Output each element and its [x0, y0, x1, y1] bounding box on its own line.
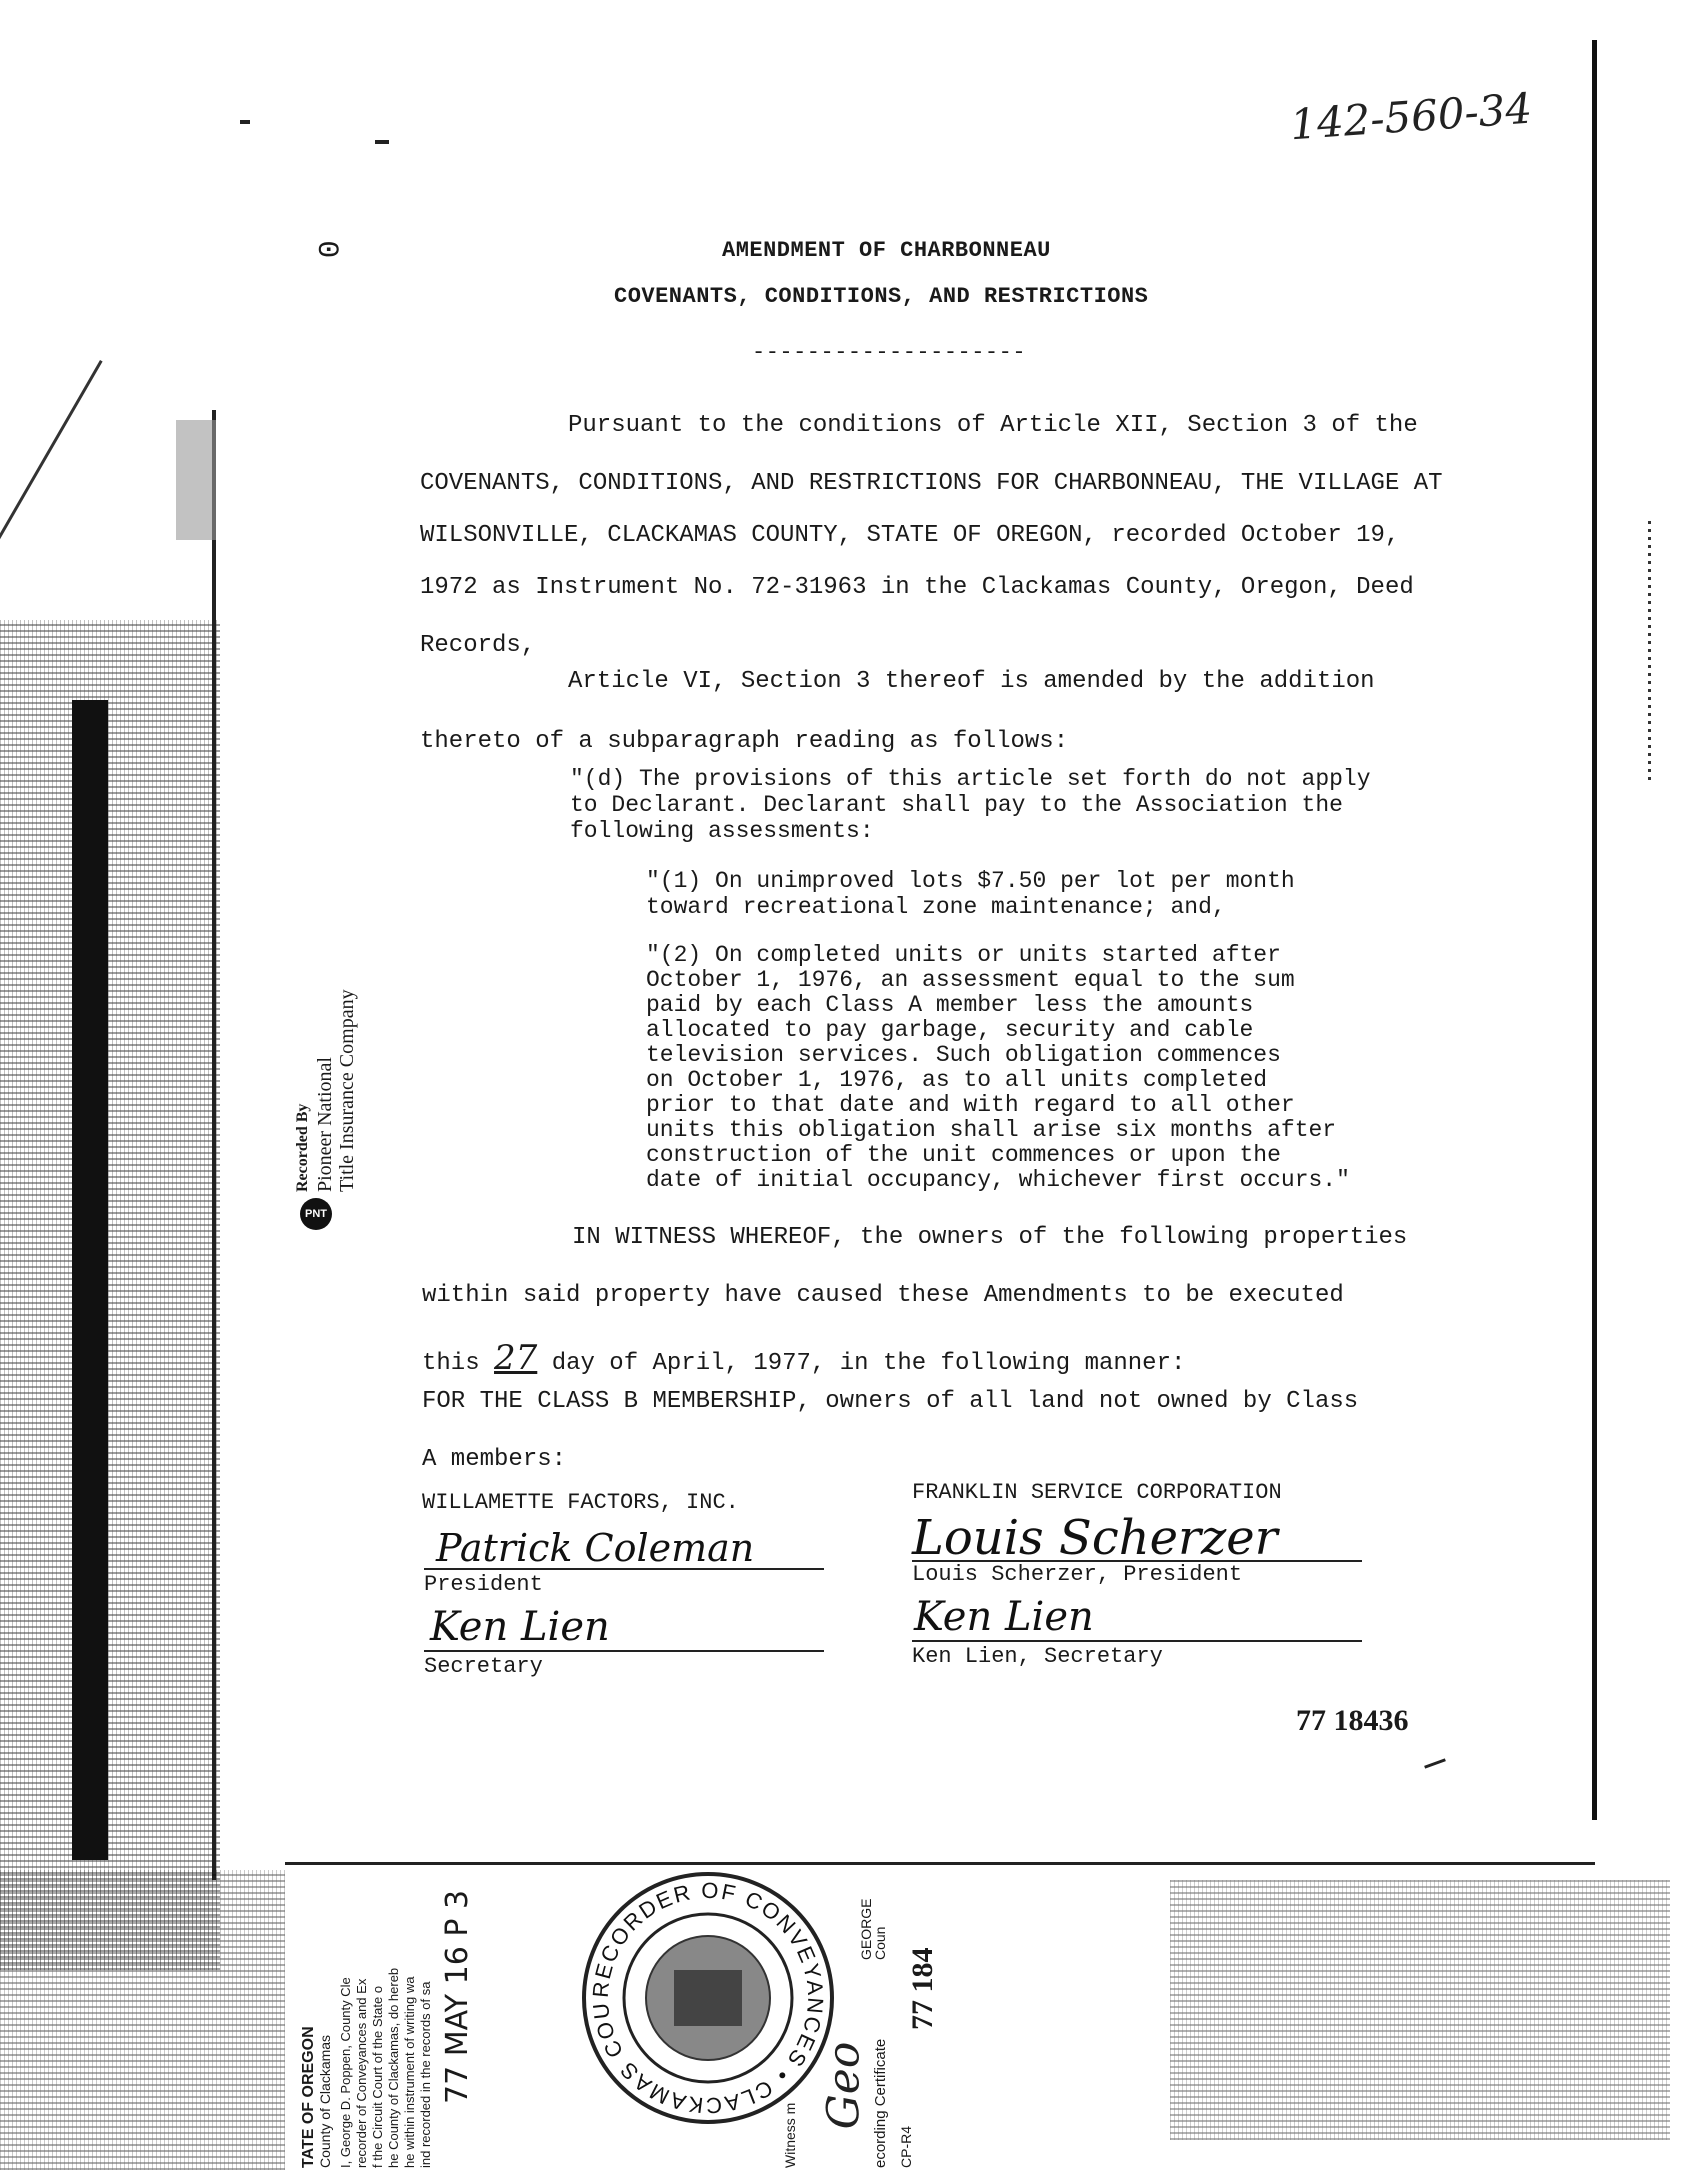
- left-title-1: President: [424, 1572, 543, 1597]
- witness-day: 27: [494, 1338, 538, 1378]
- right-sig-line-2: [912, 1640, 1362, 1642]
- cert-line: he County of Clackamas, do hereb: [386, 1967, 401, 2168]
- left-scan-artifact: [0, 620, 220, 1970]
- title-rule: --------------------: [752, 340, 1027, 365]
- sub-1-line: toward recreational zone maintenance; and,: [646, 894, 1226, 920]
- left-black-band: [72, 700, 108, 1860]
- sub-2-line: allocated to pay garbage, security and cable: [646, 1017, 1254, 1043]
- side-stamp-line-3: Title Insurance Company: [336, 989, 358, 1192]
- left-signature-1: Patrick Coleman: [436, 1526, 755, 1570]
- cert-line: recorder of Conveyances and Ex: [354, 1978, 369, 2168]
- side-stamp: [292, 989, 358, 1192]
- sub-2-line: October 1, 1976, an assessment equal to the sum: [646, 967, 1295, 993]
- left-title-2: Secretary: [424, 1654, 543, 1679]
- title-line-2: COVENANTS, CONDITIONS, AND RESTRICTIONS: [614, 284, 1149, 309]
- sub-2-line: construction of the unit commences or upon the: [646, 1142, 1281, 1168]
- witness-line-3: [422, 1338, 1185, 1378]
- sub-2-line: units this obligation shall arise six months after: [646, 1117, 1337, 1143]
- bottom-scan-artifact: [1170, 1880, 1670, 2140]
- witness-line: within said property have caused these Amendments to be executed: [422, 1282, 1344, 1309]
- cert-line: f the Circuit Court of the State o: [370, 1985, 385, 2168]
- pnt-logo: PNT: [300, 1198, 332, 1230]
- right-signature-2: Ken Lien: [914, 1594, 1094, 1640]
- witness-line: FOR THE CLASS B MEMBERSHIP, owners of all land not owned by Class: [422, 1388, 1359, 1415]
- left-company: WILLAMETTE FACTORS, INC.: [422, 1490, 739, 1515]
- sub-2-line: prior to that date and with regard to all other: [646, 1092, 1295, 1118]
- witness-date-text: day of April, 1977, in the following manner:: [551, 1350, 1186, 1377]
- cert-label: ecording Certificate: [872, 2038, 889, 2168]
- side-stamp-line-2: Pioneer National: [314, 1057, 336, 1192]
- right-title-1: Louis Scherzer, President: [912, 1562, 1243, 1587]
- left-fold-line: [212, 410, 216, 1880]
- cert-state-title: TATE OF OREGON: [300, 2026, 317, 2168]
- right-border-line: [1592, 40, 1597, 1820]
- stray-mark: [375, 140, 389, 144]
- certificate-body: [338, 1968, 434, 2168]
- sub-2-line: on October 1, 1976, as to all units completed: [646, 1067, 1268, 1093]
- form-code: CP-R4: [898, 2125, 914, 2168]
- stray-mark: [240, 120, 250, 124]
- right-signature-1: Louis Scherzer: [912, 1510, 1278, 1566]
- left-edge-fragment: [176, 420, 216, 540]
- sub-d-line: to Declarant. Declarant shall pay to the Association the: [570, 792, 1343, 818]
- file-number: 142-560-34: [1288, 83, 1534, 150]
- cert-line: I, George D. Poppen, County Cle: [338, 1977, 353, 2168]
- county-seal: [580, 1870, 836, 2126]
- para2-line: Article VI, Section 3 thereof is amended by the addition: [568, 668, 1375, 695]
- number-partial: 77 184: [906, 1947, 939, 2030]
- stray-mark: [1424, 1758, 1446, 1768]
- sub-d-line: following assessments:: [570, 818, 874, 844]
- witness-label: Witness m: [782, 2102, 798, 2168]
- sub-2-line: television services. Such obligation commences: [646, 1042, 1281, 1068]
- recorder-signature: Geo: [818, 2041, 870, 2130]
- para1-line: Pursuant to the conditions of Article XII, Section 3 of the: [568, 412, 1418, 439]
- bottom-left-scan-artifact: [0, 1870, 285, 2170]
- bottom-frame-line: [285, 1862, 1595, 1865]
- witness-this: this: [422, 1350, 480, 1377]
- title-line-1: AMENDMENT OF CHARBONNEAU: [722, 238, 1051, 263]
- sub-1-line: "(1) On unimproved lots $7.50 per lot per month: [646, 868, 1295, 894]
- date-stamp: 77 MAY 16 P 3: [440, 1889, 475, 2104]
- george-label: GEORGE: [858, 1898, 874, 1960]
- cert-county: County of Clackamas: [317, 2034, 333, 2168]
- seal-text: RECORDER OF CONVEYANCES • CLACKAMAS COU: [587, 1877, 829, 2119]
- witness-line: IN WITNESS WHEREOF, the owners of the following properties: [572, 1224, 1408, 1251]
- coun-label: Coun: [872, 1926, 888, 1960]
- para1-line: 1972 as Instrument No. 72-31963 in the Clackamas County, Oregon, Deed: [420, 574, 1414, 601]
- cert-line: he within instrument of writing wa: [402, 1976, 417, 2168]
- side-stamp-line-1: Recorded By: [294, 1103, 311, 1192]
- right-edge-dots: [1648, 520, 1651, 780]
- sub-d-line: "(d) The provisions of this article set forth do not apply: [570, 766, 1371, 792]
- para1-line: WILSONVILLE, CLACKAMAS COUNTY, STATE OF OREGON, recorded October 19,: [420, 522, 1400, 549]
- para1-line: Records,: [420, 632, 536, 659]
- certificate-state: [300, 2026, 334, 2168]
- left-signature-2: Ken Lien: [430, 1604, 610, 1650]
- left-sig-line-1: [424, 1568, 824, 1570]
- sub-2-line: date of initial occupancy, whichever first occurs.": [646, 1167, 1350, 1193]
- right-title-2: Ken Lien, Secretary: [912, 1644, 1163, 1669]
- para1-line: COVENANTS, CONDITIONS, AND RESTRICTIONS FOR CHARBONNEAU, THE VILLAGE AT: [420, 470, 1443, 497]
- corner-mark: 0: [314, 239, 349, 259]
- sub-2-line: "(2) On completed units or units started after: [646, 942, 1281, 968]
- witness-line: A members:: [422, 1446, 567, 1473]
- right-company: FRANKLIN SERVICE CORPORATION: [912, 1480, 1282, 1505]
- left-sig-line-2: [424, 1650, 824, 1652]
- cert-line: ind recorded in the records of sa: [418, 1981, 433, 2168]
- para2-line: thereto of a subparagraph reading as follows:: [420, 728, 1069, 755]
- sub-2-line: paid by each Class A member less the amounts: [646, 992, 1254, 1018]
- recording-number: 77 18436: [1296, 1704, 1409, 1737]
